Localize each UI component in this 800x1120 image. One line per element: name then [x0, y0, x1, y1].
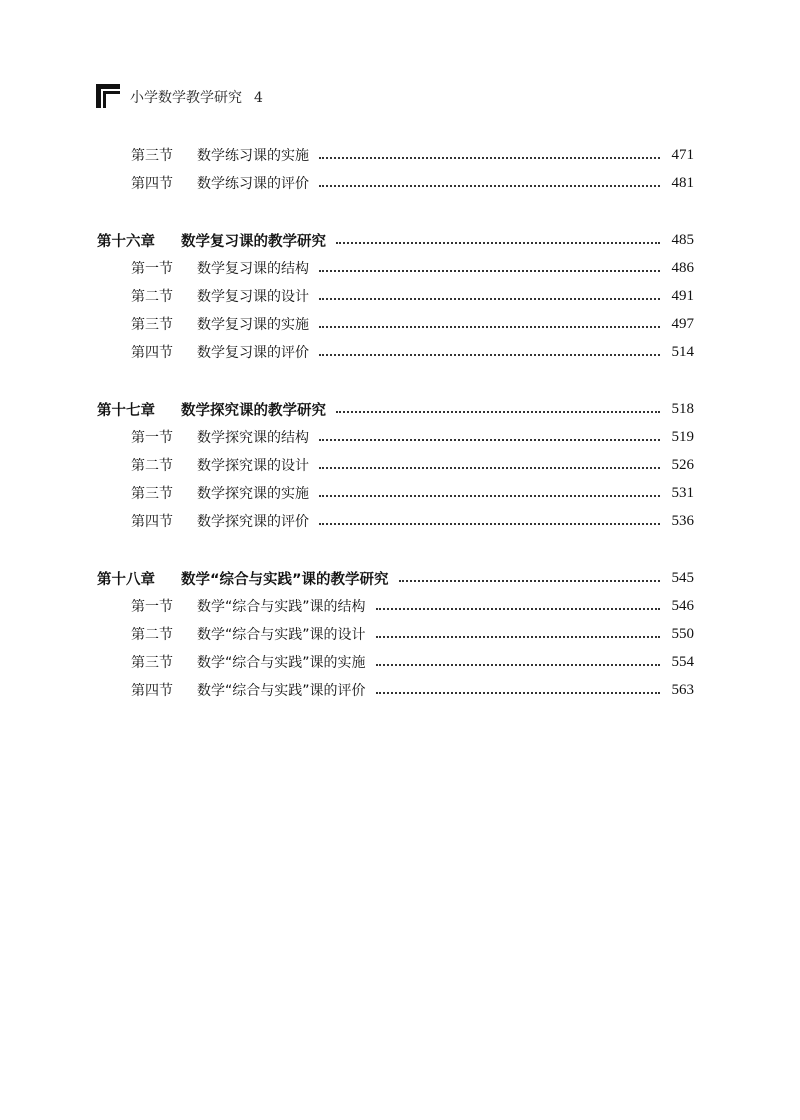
- chapter-number: 第十七章: [97, 402, 155, 419]
- chapter-number: 第十六章: [97, 233, 155, 250]
- section-number: 第三节: [131, 486, 173, 502]
- chapter-title: 数学复习课的教学研究: [181, 233, 326, 250]
- chapter-title: 数学探究课的教学研究: [181, 402, 326, 419]
- section-number: 第四节: [131, 683, 173, 699]
- section-title: 数学探究课的结构: [197, 430, 309, 446]
- page-number: 481: [671, 174, 694, 191]
- dot-leader: [376, 636, 660, 638]
- toc-chapter-entry[interactable]: [97, 396, 694, 422]
- toc-chapter-entry[interactable]: [97, 565, 694, 591]
- section-number: 第四节: [131, 514, 173, 530]
- dot-leader: [319, 157, 660, 159]
- toc-section-entry[interactable]: [131, 283, 694, 309]
- section-number: 第四节: [131, 345, 173, 361]
- book-title: 小学数学教学研究: [130, 90, 242, 106]
- section-number: 第二节: [131, 289, 173, 305]
- dot-leader: [319, 298, 660, 300]
- header-page-number: 4: [254, 90, 263, 106]
- toc-section-entry[interactable]: [131, 480, 694, 506]
- page-number: 536: [671, 512, 694, 529]
- page-number: 563: [671, 681, 694, 698]
- page-number: 545: [671, 569, 694, 586]
- page-number: 519: [671, 428, 694, 445]
- page-number: 471: [671, 146, 694, 163]
- toc-section-entry[interactable]: [131, 339, 694, 365]
- section-number: 第二节: [131, 627, 173, 643]
- section-number: 第四节: [131, 176, 173, 192]
- toc-section-entry[interactable]: [131, 170, 694, 196]
- section-title: 数学练习课的实施: [197, 148, 309, 164]
- toc-section-entry[interactable]: [131, 621, 694, 647]
- dot-leader: [319, 326, 660, 328]
- dot-leader: [319, 495, 660, 497]
- chapter-number: 第十八章: [97, 571, 155, 588]
- dot-leader: [319, 439, 660, 441]
- page-number: 526: [671, 456, 694, 473]
- section-title: 数学“综合与实践”课的结构: [197, 599, 366, 615]
- toc-section-entry[interactable]: [131, 255, 694, 281]
- section-number: 第二节: [131, 458, 173, 474]
- page-number: 531: [671, 484, 694, 501]
- toc-chapter-entry[interactable]: [97, 227, 694, 253]
- dot-leader: [319, 523, 660, 525]
- section-title: 数学“综合与实践”课的设计: [197, 627, 366, 643]
- section-title: 数学复习课的评价: [197, 345, 309, 361]
- page-number: 546: [671, 597, 694, 614]
- section-title: 数学“综合与实践”课的评价: [197, 683, 366, 699]
- dot-leader: [319, 467, 660, 469]
- corner-bracket-icon: [96, 84, 120, 108]
- section-number: 第三节: [131, 317, 173, 333]
- section-title: 数学复习课的结构: [197, 261, 309, 277]
- dot-leader: [399, 580, 660, 582]
- section-title: 数学探究课的设计: [197, 458, 309, 474]
- toc-section-entry[interactable]: [131, 424, 694, 450]
- section-title: 数学复习课的设计: [197, 289, 309, 305]
- page-number: 485: [671, 231, 694, 248]
- section-number: 第一节: [131, 599, 173, 615]
- section-title: 数学复习课的实施: [197, 317, 309, 333]
- dot-leader: [319, 270, 660, 272]
- dot-leader: [336, 411, 660, 413]
- page-number: 554: [671, 653, 694, 670]
- page-number: 550: [671, 625, 694, 642]
- dot-leader: [376, 608, 660, 610]
- section-title: 数学探究课的评价: [197, 514, 309, 530]
- section-number: 第三节: [131, 655, 173, 671]
- dot-leader: [319, 185, 660, 187]
- toc-section-entry[interactable]: [131, 649, 694, 675]
- section-title: 数学练习课的评价: [197, 176, 309, 192]
- page-number: 518: [671, 400, 694, 417]
- chapter-title: 数学“综合与实践”课的教学研究: [181, 571, 389, 588]
- toc-section-entry[interactable]: [131, 593, 694, 619]
- dot-leader: [319, 354, 660, 356]
- page-number: 491: [671, 287, 694, 304]
- toc-section-entry[interactable]: [131, 452, 694, 478]
- dot-leader: [336, 242, 660, 244]
- dot-leader: [376, 664, 660, 666]
- page-number: 497: [671, 315, 694, 332]
- toc-section-entry[interactable]: [131, 677, 694, 703]
- dot-leader: [376, 692, 660, 694]
- running-header: [96, 84, 696, 110]
- toc-section-entry[interactable]: [131, 142, 694, 168]
- section-title: 数学“综合与实践”课的实施: [197, 655, 366, 671]
- section-number: 第三节: [131, 148, 173, 164]
- header-title: [130, 87, 263, 107]
- section-number: 第一节: [131, 261, 173, 277]
- section-title: 数学探究课的实施: [197, 486, 309, 502]
- page-number: 514: [671, 343, 694, 360]
- page-number: 486: [671, 259, 694, 276]
- section-number: 第一节: [131, 430, 173, 446]
- toc-section-entry[interactable]: [131, 508, 694, 534]
- toc-section-entry[interactable]: [131, 311, 694, 337]
